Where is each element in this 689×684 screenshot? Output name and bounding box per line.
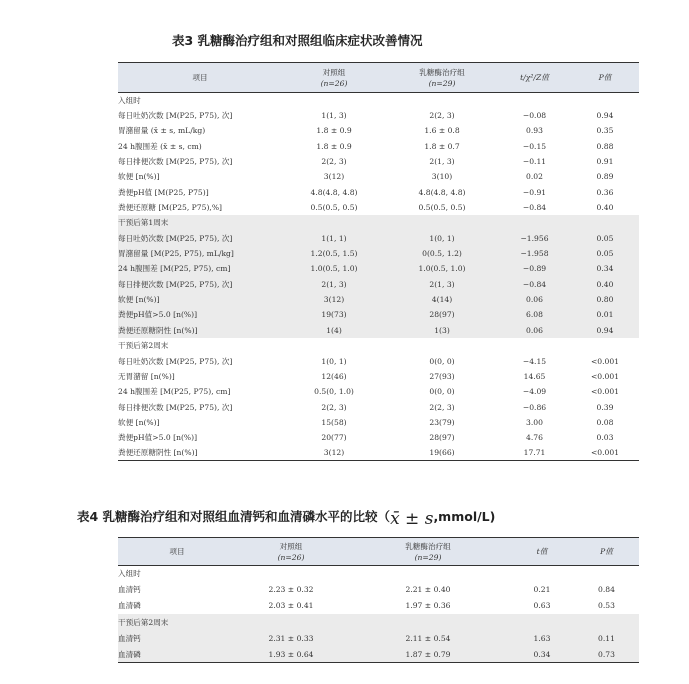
- cell-p: 0.11: [598, 633, 615, 643]
- header-control: 对照组 (n=26): [320, 67, 348, 88]
- table-row: [118, 108, 639, 123]
- cell-treat: 28(97): [429, 433, 455, 443]
- cell-treat: 19(66): [429, 448, 455, 458]
- cell-label: 软便 [n(%)]: [118, 417, 160, 427]
- cell-p: 0.88: [596, 141, 614, 151]
- cell-control: 1(4): [326, 325, 342, 335]
- cell-p: 0.94: [596, 325, 614, 335]
- cell-label: 血清钙: [118, 585, 141, 595]
- table-row: [118, 415, 639, 430]
- table-row: [118, 246, 639, 261]
- cell-stat: 3.00: [526, 417, 543, 427]
- cell-control: 3(12): [323, 295, 345, 305]
- table-row: [118, 369, 639, 384]
- cell-stat: −1.956: [520, 233, 549, 243]
- cell-control: 1(1, 3): [321, 111, 347, 121]
- section-title: 干预后第2周末: [118, 617, 169, 627]
- section-row: [118, 566, 639, 582]
- cell-control: 20(77): [321, 433, 347, 443]
- table-row: [118, 646, 639, 662]
- cell-treat: 1.87 ± 0.79: [405, 649, 451, 659]
- cell-stat: 0.93: [526, 126, 543, 136]
- table-row: [118, 630, 639, 646]
- cell-p: 0.53: [598, 601, 615, 611]
- cell-stat: −1.958: [520, 249, 549, 259]
- cell-p: 0.94: [596, 111, 614, 121]
- cell-treat: 0.5(0.5, 0.5): [418, 203, 466, 213]
- section-row: [118, 614, 639, 630]
- cell-p: 0.40: [596, 279, 614, 289]
- cell-control: 1(0, 1): [321, 356, 347, 366]
- section-title: 干预后第1周末: [118, 218, 169, 228]
- cell-control: 19(73): [321, 310, 347, 320]
- cell-treat: 4(14): [431, 295, 453, 305]
- cell-label: 无胃潴留 [n(%)]: [118, 371, 175, 381]
- cell-stat: 0.02: [526, 172, 543, 182]
- cell-stat: 0.06: [526, 325, 543, 335]
- cell-treat: 2(2, 3): [429, 111, 455, 121]
- cell-control: 2.31 ± 0.33: [268, 633, 314, 643]
- table-row: [118, 399, 639, 414]
- cell-stat: −0.11: [522, 157, 547, 167]
- cell-control: 0.5(0, 1.0): [314, 387, 354, 397]
- table-row: [118, 277, 639, 292]
- cell-control: 2(1, 3): [321, 279, 347, 289]
- cell-label: 粪便pH值>5.0 [n(%)]: [118, 310, 198, 320]
- cell-stat: 0.06: [526, 295, 543, 305]
- cell-stat: 0.21: [533, 585, 551, 595]
- cell-stat: −4.15: [522, 356, 547, 366]
- cell-control: 15(58): [321, 417, 347, 427]
- cell-stat: 0.63: [533, 601, 551, 611]
- section-row: [118, 338, 639, 353]
- cell-treat: 1.8 ± 0.7: [424, 141, 460, 151]
- cell-p: <0.001: [590, 387, 620, 397]
- cell-control: 1.8 ± 0.9: [316, 126, 352, 136]
- cell-control: 1(1, 1): [321, 233, 347, 243]
- table-row: [118, 353, 639, 368]
- cell-treat: 1(3): [434, 325, 450, 335]
- cell-p: 0.89: [596, 172, 614, 182]
- header-control: 对照组 (n=26): [277, 541, 305, 562]
- table-row: [118, 261, 639, 276]
- table3: [118, 62, 639, 461]
- formula-mean-sd: x̄ ± s: [390, 509, 434, 529]
- table-row: [118, 123, 639, 138]
- cell-label: 粪便pH值>5.0 [n(%)]: [118, 433, 198, 443]
- cell-p: 0.80: [596, 295, 614, 305]
- cell-control: 1.0(0.5, 1.0): [310, 264, 358, 274]
- section-title: 入组时: [118, 569, 141, 579]
- cell-treat: 1(0, 1): [429, 233, 455, 243]
- cell-treat: 27(93): [429, 371, 455, 381]
- cell-control: 2(2, 3): [321, 157, 347, 167]
- cell-p: 0.01: [596, 310, 614, 320]
- cell-treat: 2.21 ± 0.40: [405, 585, 451, 595]
- cell-stat: 14.65: [523, 371, 546, 381]
- cell-control: 1.2(0.5, 1.5): [310, 249, 358, 259]
- cell-control: 4.8(4.8, 4.8): [310, 187, 358, 197]
- cell-stat: 6.08: [526, 310, 543, 320]
- cell-label: 软便 [n(%)]: [118, 295, 160, 305]
- cell-label: 每日排便次数 [M(P25, P75), 次]: [118, 279, 233, 289]
- section-title: 干预后第2周末: [118, 341, 169, 351]
- table-row: [118, 307, 639, 322]
- cell-control: 1.93 ± 0.64: [268, 649, 314, 659]
- table4-caption: 表4 乳糖酶治疗组和对照组血清钙和血清磷水平的比较（x̄ ± s,mmol/L): [77, 509, 496, 529]
- cell-stat: −0.91: [522, 187, 547, 197]
- table-row: [118, 582, 639, 598]
- table-row: [118, 200, 639, 215]
- cell-stat: 17.71: [523, 448, 546, 458]
- cell-control: 1.8 ± 0.9: [316, 141, 352, 151]
- cell-label: 粪便还原糖阴性 [n(%)]: [118, 448, 198, 458]
- cell-control: 0.5(0.5, 0.5): [310, 203, 358, 213]
- cell-label: 血清磷: [118, 649, 141, 659]
- cell-label: 粪便pH值 [M(P25, P75)]: [118, 187, 209, 197]
- header-item: 项目: [192, 73, 208, 82]
- cell-p: 0.35: [596, 126, 614, 136]
- cell-stat: −0.84: [522, 203, 547, 213]
- cell-p: 0.91: [596, 157, 614, 167]
- cell-label: 胃潴留量 (x̄ ± s, mL/kg): [118, 126, 206, 136]
- table-row: [118, 323, 639, 338]
- cell-treat: 23(79): [429, 417, 455, 427]
- table-row: [118, 292, 639, 307]
- cell-treat: 2.11 ± 0.54: [405, 633, 451, 643]
- header-treat: 乳糖酶治疗组 (n=29): [405, 541, 451, 562]
- cell-stat: −4.09: [522, 387, 547, 397]
- cell-p: <0.001: [590, 448, 620, 458]
- cell-p: <0.001: [590, 371, 620, 381]
- cell-label: 血清磷: [118, 601, 141, 611]
- cell-label: 粪便还原糖 [M(P25, P75),%]: [118, 203, 223, 213]
- section-row: [118, 215, 639, 230]
- cell-treat: 1.97 ± 0.36: [405, 601, 451, 611]
- cell-treat: 4.8(4.8, 4.8): [418, 187, 466, 197]
- cell-treat: 2(1, 3): [429, 279, 455, 289]
- cell-label: 粪便还原糖阴性 [n(%)]: [118, 325, 198, 335]
- table4-body: [118, 566, 639, 663]
- header-treat: 乳糖酶治疗组 (n=29): [419, 67, 465, 88]
- cell-label: 每日吐奶次数 [M(P25, P75), 次]: [118, 111, 233, 121]
- table4: [118, 537, 639, 663]
- header-stat: t/χ²/Z值: [520, 73, 549, 82]
- cell-treat: 28(97): [429, 310, 455, 320]
- cell-label: 每日排便次数 [M(P25, P75), 次]: [118, 157, 233, 167]
- table-row: [118, 384, 639, 399]
- cell-treat: 0(0, 0): [429, 356, 455, 366]
- cell-control: 2(2, 3): [321, 402, 347, 412]
- cell-label: 每日吐奶次数 [M(P25, P75), 次]: [118, 233, 233, 243]
- cell-p: 0.84: [598, 585, 615, 595]
- cell-p: 0.08: [596, 417, 614, 427]
- cell-p: 0.05: [596, 233, 614, 243]
- cell-treat: 1.0(0.5, 1.0): [418, 264, 466, 274]
- cell-stat: −0.08: [522, 111, 547, 121]
- cell-control: 12(46): [321, 371, 347, 381]
- cell-treat: 2(2, 3): [429, 402, 455, 412]
- cell-treat: 3(10): [431, 172, 453, 182]
- cell-p: 0.34: [596, 264, 614, 274]
- table-row: [118, 185, 639, 200]
- section-row: [118, 93, 639, 108]
- header-p: P值: [600, 547, 613, 556]
- table3-body: [118, 93, 639, 461]
- table-row: [118, 445, 639, 460]
- header-p: P值: [598, 73, 612, 82]
- cell-control: 3(12): [323, 172, 345, 182]
- cell-label: 每日排便次数 [M(P25, P75), 次]: [118, 402, 233, 412]
- cell-label: 24 h腹围差 [M(P25, P75), cm]: [118, 264, 231, 274]
- cell-treat: 2(1, 3): [429, 157, 455, 167]
- cell-control: 2.03 ± 0.41: [268, 601, 314, 611]
- table4-header-row: [118, 538, 639, 566]
- cell-treat: 0(0, 0): [429, 387, 455, 397]
- table3-caption: 表3 乳糖酶治疗组和对照组临床症状改善情况: [172, 33, 423, 48]
- cell-label: 血清钙: [118, 633, 141, 643]
- header-stat: t值: [536, 547, 548, 556]
- cell-label: 24 h腹围差 [M(P25, P75), cm]: [118, 387, 231, 397]
- cell-stat: −0.84: [522, 279, 547, 289]
- cell-stat: −0.86: [522, 402, 547, 412]
- cell-label: 软便 [n(%)]: [118, 172, 160, 182]
- cell-stat: 4.76: [526, 433, 543, 443]
- table-row: [118, 598, 639, 614]
- cell-treat: 0(0.5, 1.2): [422, 249, 462, 259]
- cell-treat: 1.6 ± 0.8: [424, 126, 460, 136]
- cell-p: 0.73: [598, 649, 615, 659]
- cell-p: <0.001: [590, 356, 620, 366]
- cell-control: 2.23 ± 0.32: [268, 585, 314, 595]
- section-title: 入组时: [118, 95, 141, 105]
- table-row: [118, 154, 639, 169]
- cell-p: 0.40: [596, 203, 614, 213]
- table3-header-row: [118, 63, 639, 93]
- cell-control: 3(12): [323, 448, 345, 458]
- cell-stat: 1.63: [533, 633, 551, 643]
- table-row: [118, 169, 639, 184]
- cell-stat: 0.34: [533, 649, 551, 659]
- cell-label: 每日吐奶次数 [M(P25, P75), 次]: [118, 356, 233, 366]
- table-row: [118, 231, 639, 246]
- cell-p: 0.05: [596, 249, 614, 259]
- cell-label: 24 h腹围差 (x̄ ± s, cm): [118, 141, 202, 151]
- cell-p: 0.03: [596, 433, 614, 443]
- cell-p: 0.36: [596, 187, 614, 197]
- header-item: 项目: [169, 547, 185, 556]
- cell-p: 0.39: [596, 402, 614, 412]
- cell-stat: −0.89: [522, 264, 547, 274]
- cell-label: 胃潴留量 [M(P25, P75), mL/kg]: [118, 249, 234, 259]
- table-row: [118, 139, 639, 154]
- table-row: [118, 430, 639, 445]
- cell-stat: −0.15: [522, 141, 547, 151]
